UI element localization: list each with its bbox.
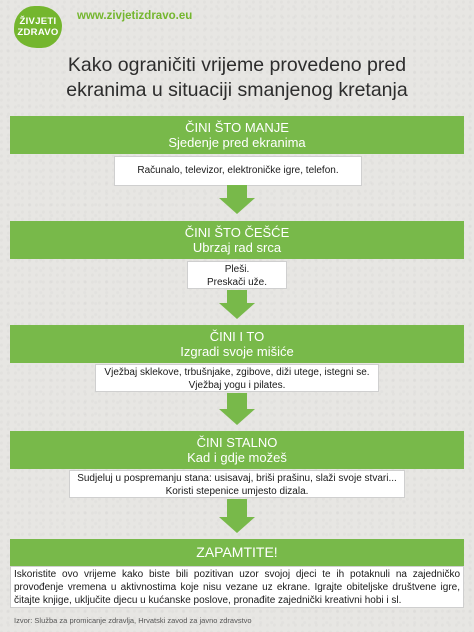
section-1-content bbox=[114, 156, 362, 186]
section-2-line1: Pleši. bbox=[224, 264, 250, 275]
title-line2: ekranima u situaciji smanjenog kretanja bbox=[66, 79, 408, 101]
section-2-content bbox=[187, 261, 287, 289]
section-1-subheading: Sjedenje pred ekranima bbox=[168, 135, 306, 150]
section-4-subheading: Kad i gdje možeš bbox=[187, 450, 287, 465]
section-3-header bbox=[10, 325, 464, 363]
section-4-line1: Sudjeluj u pospremanju stana: usisavaj, briši prašinu, slaži svoje stvari... bbox=[77, 473, 397, 484]
section-4-heading: ČINI STALNO bbox=[196, 435, 278, 450]
down-arrow-icon bbox=[219, 517, 255, 533]
section-3-line1: Vježbaj sklekove, trbušnjake, zgibove, diži utege, istegni se. bbox=[104, 367, 370, 378]
down-arrow-icon bbox=[219, 409, 255, 425]
logo-line1: ŽIVJETI bbox=[19, 16, 57, 27]
logo-line2: ZDRAVO bbox=[17, 27, 59, 38]
zivjeti-zdravo-logo bbox=[14, 6, 62, 48]
section-2-header bbox=[10, 221, 464, 259]
section-1-header bbox=[10, 116, 464, 154]
section-2-subheading: Ubrzaj rad srca bbox=[192, 240, 282, 255]
section-2-heading: ČINI ŠTO ČEŠĆE bbox=[184, 225, 290, 240]
site-url[interactable]: www.zivjetizdravo.eu bbox=[77, 10, 193, 22]
section-4-line2: Koristi stepenice umjesto dizala. bbox=[165, 486, 309, 497]
down-arrow-icon bbox=[219, 303, 255, 319]
section-1-line1: Računalo, televizor, elektroničke igre, telefon. bbox=[137, 165, 339, 176]
arrow-2-stem bbox=[227, 290, 247, 303]
remember-heading: ZAPAMTITE! bbox=[10, 539, 464, 566]
arrow-1-stem bbox=[227, 185, 247, 198]
section-3-heading: ČINI I TO bbox=[209, 329, 265, 344]
section-2-line2: Preskači uže. bbox=[206, 277, 268, 288]
down-arrow-icon bbox=[219, 198, 255, 214]
title-line1: Kako ograničiti vrijeme provedeno pred bbox=[67, 54, 407, 76]
section-3-content bbox=[95, 364, 379, 392]
section-3-line2: Vježbaj yogu i pilates. bbox=[188, 380, 286, 391]
remember-text: Iskoristite ovo vrijeme kako biste bili pozitivan uzor svojoj djeci te ih potaknuli na zajedničko provođenje vremena u aktivnostima koje nisu vezane uz ekrane. Igrajte obiteljske društvene igre, čitajte knjige, uključite djecu u kućanske poslove, pronađite zajednički kreativni hobi i sl. bbox=[10, 566, 464, 608]
section-3-subheading: Izgradi svoje mišiće bbox=[180, 344, 294, 359]
section-1-heading: ČINI ŠTO MANJE bbox=[185, 120, 289, 135]
source-note: Izvor: Služba za promicanje zdravlja, Hrvatski zavod za javno zdravstvo bbox=[14, 616, 252, 625]
section-4-content bbox=[69, 470, 405, 498]
arrow-4-stem bbox=[227, 499, 247, 517]
arrow-3-stem bbox=[227, 393, 247, 409]
section-4-header bbox=[10, 431, 464, 469]
page-title bbox=[0, 53, 474, 103]
